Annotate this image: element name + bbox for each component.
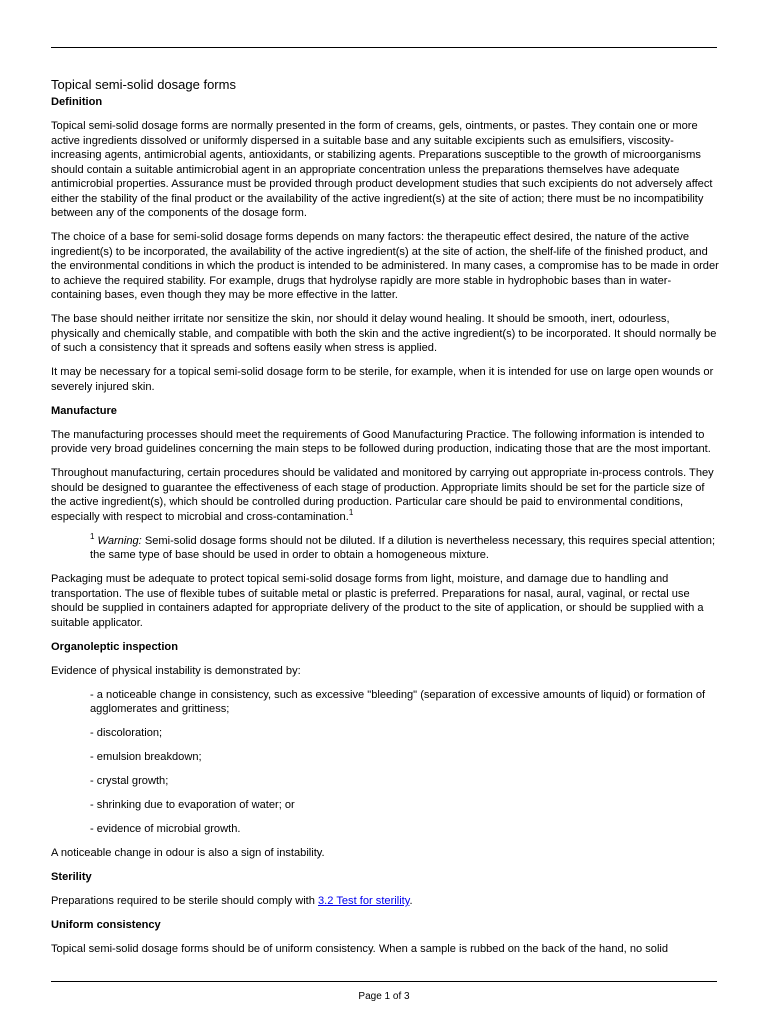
list-item: - discoloration;: [90, 727, 163, 739]
paragraph: Packaging must be adequate to protect topical semi-solid dosage forms from light, moisture, and damage due to handling and transportation. The use of flexible tubes of suitable metal or plastic is preferred. Preparations for nasal, aural, vaginal, or rectal use should be supplied in containers adapted for appropriate delivery of the product to the site of application, or should be supplied with a suitable applicator.: [51, 573, 704, 629]
paragraph-with-footnote: [51, 466, 719, 524]
page-number: Page 1 of 3: [358, 991, 410, 1002]
paragraph: It may be necessary for a topical semi-solid dosage form to be sterile, for example, when it is intended for use on large open wounds or severely injured skin.: [51, 366, 714, 393]
paragraph-text: .: [409, 895, 413, 907]
footnote: [90, 531, 719, 563]
paragraph-text: Preparations required to be sterile should comply with: [51, 895, 319, 907]
list-item: - shrinking due to evaporation of water; or: [90, 799, 295, 811]
section-heading-definition: Definition: [51, 96, 103, 108]
paragraph: Topical semi-solid dosage forms are normally presented in the form of creams, gels, ointments, or pastes. They contain one or more active ingredients dissolved or uniformly dispersed in a suitable base and any suitable excipients such as emulsifiers, viscosity-increasing agents, antimicrobial agents, antioxidants, or stabilizing agents. Preparations susceptible to the growth of microorganisms should contain a suitable antimicrobial agent in an appropriate concentration unless the preparations themselves have adequate antimicrobial properties. Assurance must be provided through product development studies that such excipients do not adversely affect either the stability of the final product or the availability of the active ingredient(s) at the site of action; there must be no incompatibility between any of the components of the dosage form.: [51, 120, 713, 219]
list-item: - crystal growth;: [90, 775, 169, 787]
footnote-reference[interactable]: 1: [348, 507, 354, 517]
section-heading-sterility: Sterility: [51, 871, 92, 883]
section-heading-organoleptic: Organoleptic inspection: [51, 640, 178, 653]
paragraph-with-link: [51, 894, 719, 909]
footnote-text: Semi-solid dosage forms should not be diluted. If a dilution is nevertheless necessary, this requires special attention; the same type of base should be used in order to obtain a homogeneous mixture.: [90, 534, 716, 561]
list-item: - a noticeable change in consistency, such as excessive "bleeding" (separation of excessive amounts of liquid) or formation of agglomerates and grittiness;: [90, 688, 706, 715]
paragraph: The base should neither irritate nor sensitize the skin, nor should it delay wound healing. It should be smooth, inert, odourless, physically and chemically stable, and compatible with both the skin and the active ingredient(s) to be incorporated. It should normally be of such a consistency that it spreads and softens easily when stress is applied.: [51, 313, 717, 354]
section-heading-manufacture: Manufacture: [51, 404, 117, 417]
paragraph: The choice of a base for semi-solid dosage forms depends on many factors: the therapeutic effect desired, the nature of the active ingredient(s) to be incorporated, the availability of the active ingredient(s) at the site of action, the shelf-life of the finished product, and the environmental conditions in which the product is intended to be administered. In many cases, a compromise has to be made in order to achieve the required stability. For example, drugs that hydrolyse rapidly are more stable in hydrophobic bases than in water-containing bases, even though they may be more effective in the latter.: [51, 231, 719, 301]
paragraph: Evidence of physical instability is demonstrated by:: [51, 664, 301, 677]
paragraph-text: Throughout manufacturing, certain procedures should be validated and monitored by carrying out appropriate in-process controls. They should be designed to guarantee the effectiveness of each stage of production. Appropriate limits should be set for the particle size of the active ingredient(s), which should be controlled during production. Particular care should be paid to environmental conditions, especially with respect to microbial and cross-contamination.: [51, 467, 714, 523]
section-heading-uniform-consistency: Uniform consistency: [51, 919, 161, 931]
page-title: Topical semi-solid dosage forms: [51, 77, 236, 92]
list-item: - emulsion breakdown;: [90, 751, 202, 763]
sterility-test-link[interactable]: 3.2 Test for sterility: [318, 895, 410, 907]
paragraph: Topical semi-solid dosage forms should be of uniform consistency. When a sample is rubbed on the back of the hand, no solid: [51, 943, 669, 955]
footnote-warning-label: Warning:: [97, 534, 142, 547]
document-body: [51, 77, 719, 966]
footnote-marker: 1: [90, 531, 95, 541]
paragraph: The manufacturing processes should meet the requirements of Good Manufacturing Practice. The following information is intended to provide very broad guidelines concerning the main steps to be followed during production, indicating those that are the most important.: [51, 428, 711, 455]
header-rule: [51, 47, 717, 48]
paragraph: A noticeable change in odour is also a sign of instability.: [51, 847, 325, 859]
list-item: - evidence of microbial growth.: [90, 823, 241, 835]
footer-rule: [51, 981, 717, 982]
